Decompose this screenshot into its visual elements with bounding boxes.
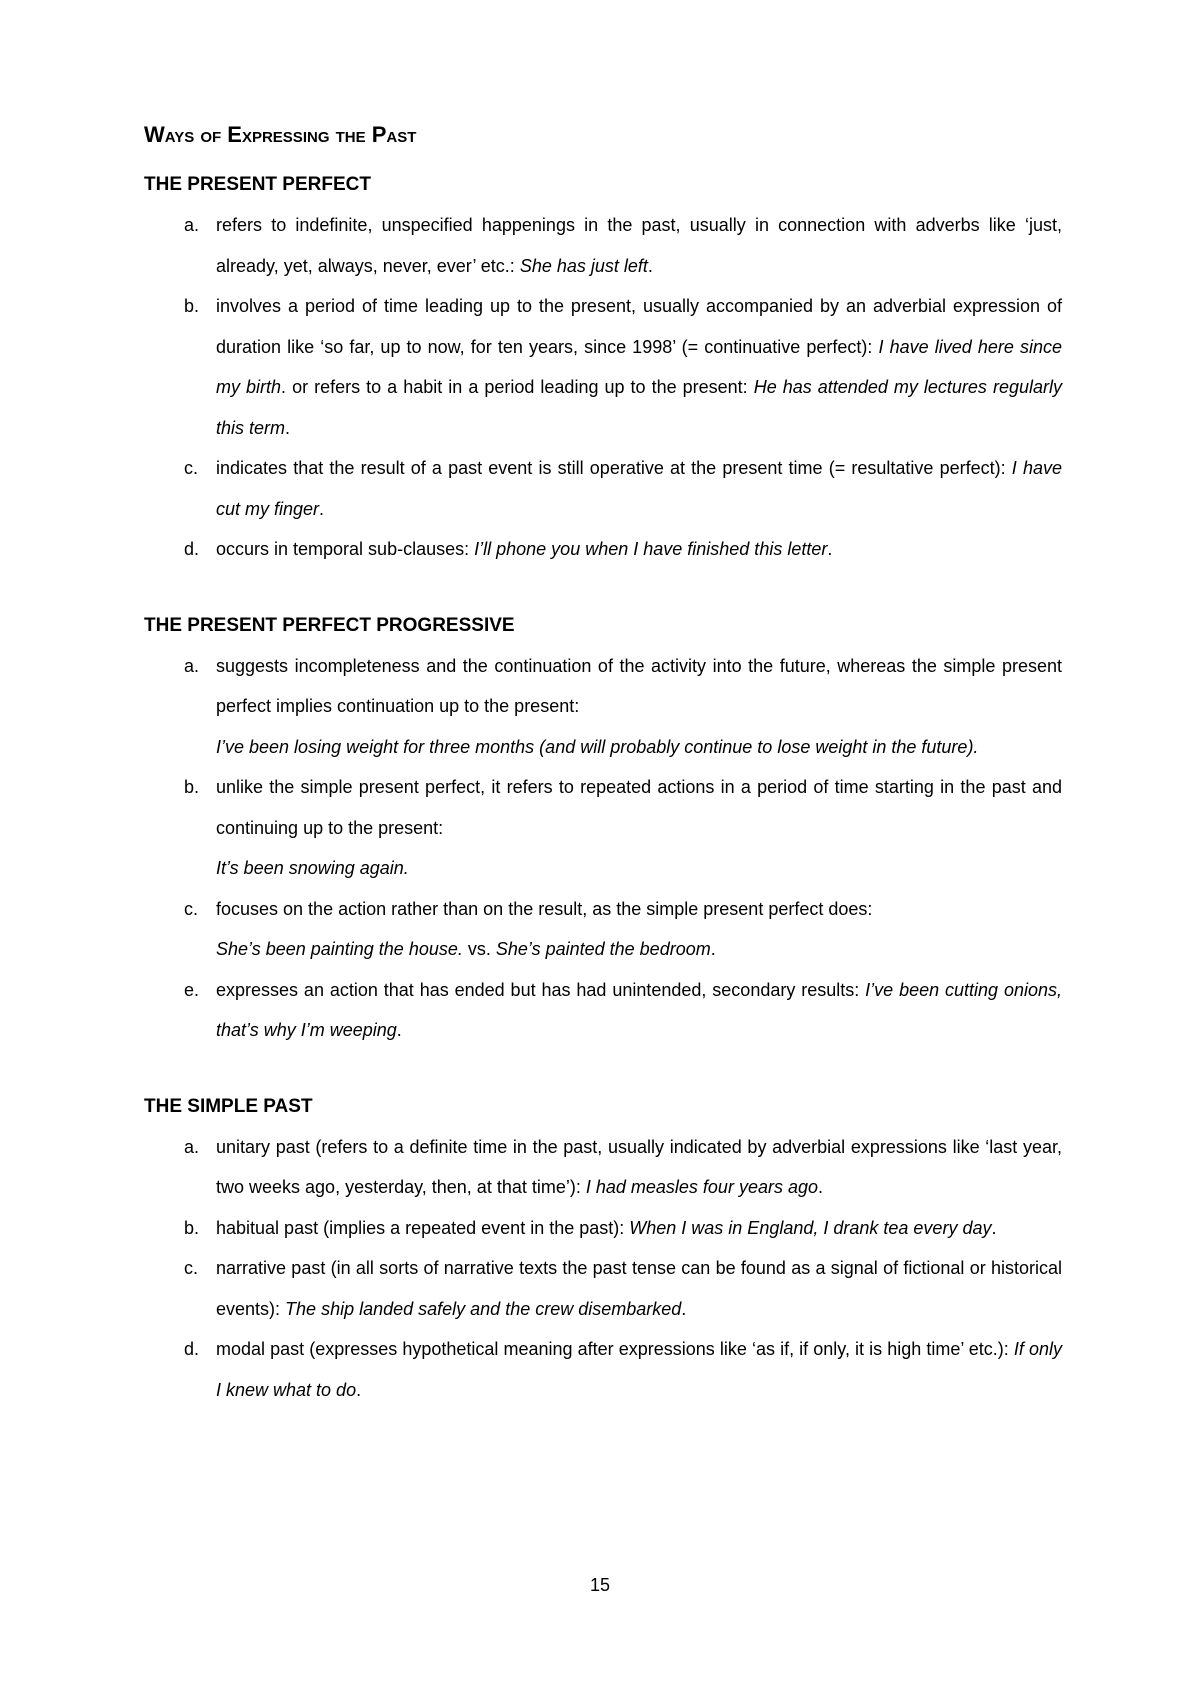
- item-marker: d.: [184, 539, 200, 559]
- item-text: modal past (expresses hypothetical meaning after expressions like ‘as if, if only, it is high time’ etc.):: [216, 1339, 1009, 1359]
- example-text: I had measles four years ago: [585, 1177, 818, 1197]
- example-text: When I was in England, I drank tea every day: [629, 1217, 992, 1238]
- page-title: Ways of Expressing the Past: [144, 122, 417, 147]
- page-number: 15: [589, 1575, 611, 1595]
- section-spacer: [144, 570, 1062, 606]
- item-text: suggests incompleteness and the continuation of the activity into the future, whereas the simple present perfect implies continuation up to the present:: [216, 655, 1062, 716]
- item-marker: c.: [184, 898, 199, 919]
- section-spacer: [144, 1051, 1062, 1087]
- item-text-continued: . or refers to a habit in a period leading up to the present:: [281, 377, 748, 397]
- item-marker: e.: [184, 979, 200, 1000]
- example-text: I have lived here since my birth: [216, 336, 1062, 397]
- list-item: [144, 1329, 1062, 1410]
- list-simple-past: [144, 1127, 1062, 1411]
- item-marker: b.: [184, 1217, 200, 1238]
- list-item: [144, 205, 1062, 286]
- example-text: She has just left: [519, 255, 648, 276]
- item-marker: d.: [184, 1339, 200, 1359]
- item-end: .: [710, 939, 716, 959]
- section-heading-present-perfect: THE PRESENT PERFECT: [144, 174, 371, 195]
- list-item: [144, 1208, 1062, 1249]
- example-text: She’s been painting the house.: [216, 939, 463, 959]
- comparison-word: vs.: [462, 939, 496, 959]
- list-item: [144, 646, 1062, 768]
- list-present-perfect-progressive: [144, 646, 1062, 1051]
- example-sentence: I’ve been losing weight for three months (and will probably continue to lose weight in the future).: [216, 736, 979, 757]
- item-text: expresses an action that has ended but has had unintended, secondary results:: [216, 979, 860, 1000]
- item-end: .: [827, 539, 833, 559]
- item-text: focuses on the action rather than on the result, as the simple present perfect does:: [216, 898, 873, 919]
- item-text: occurs in temporal sub-clauses:: [216, 539, 470, 559]
- item-marker: a.: [184, 655, 200, 676]
- item-end: .: [681, 1298, 687, 1319]
- item-end: .: [818, 1177, 824, 1197]
- example-text: If only I knew what to do: [216, 1339, 1062, 1400]
- example-text: I have cut my finger: [216, 458, 1062, 519]
- item-end: .: [396, 1020, 402, 1040]
- item-end: .: [285, 417, 291, 438]
- list-item: [144, 529, 1062, 570]
- example-text: I’ve been cutting onions, that’s why I’m weeping: [216, 979, 1062, 1040]
- section-heading-present-perfect-progressive: THE PRESENT PERFECT PROGRESSIVE: [144, 614, 515, 636]
- example-sentence: It’s been snowing again.: [216, 858, 409, 878]
- example-text: The ship landed safely and the crew disembarked: [285, 1298, 682, 1319]
- item-end: .: [647, 255, 653, 276]
- item-marker: b.: [184, 777, 200, 797]
- list-item: [144, 448, 1062, 529]
- item-marker: c.: [184, 1258, 199, 1278]
- example-text: He has attended my lectures regularly this term: [216, 377, 1062, 438]
- item-text: habitual past (implies a repeated event in the past):: [216, 1217, 625, 1238]
- item-text: narrative past (in all sorts of narrative texts the past tense can be found as a signal of fictional or historical events):: [216, 1258, 1062, 1319]
- item-end: .: [319, 498, 325, 519]
- page-content: [144, 115, 1062, 1410]
- example-text: I’ll phone you when I have finished this letter: [474, 539, 828, 559]
- list-item: [144, 889, 1062, 970]
- item-text: unlike the simple present perfect, it refers to repeated actions in a period of time starting in the past and continuing up to the present:: [216, 777, 1062, 838]
- item-end: .: [991, 1217, 997, 1238]
- list-present-perfect: [144, 205, 1062, 570]
- item-marker: b.: [184, 296, 200, 316]
- list-item: [144, 1127, 1062, 1208]
- item-text: involves a period of time leading up to the present, usually accompanied by an adverbial expression of duration like ‘so far, up to now, for ten years, since 1998’ (= continuative perfect):: [216, 296, 1062, 357]
- list-item: [144, 286, 1062, 448]
- section-heading-simple-past: THE SIMPLE PAST: [144, 1095, 313, 1117]
- example-line: [216, 929, 1062, 970]
- example-text: She’s painted the bedroom: [495, 939, 711, 959]
- list-item: [144, 970, 1062, 1051]
- item-text: unitary past (refers to a definite time in the past, usually indicated by adverbial expressions like ‘last year, two weeks ago, yesterday, then, at that time’):: [216, 1136, 1062, 1197]
- item-text: indicates that the result of a past event is still operative at the present time (= resultative perfect):: [216, 458, 1006, 478]
- list-item: [144, 767, 1062, 889]
- item-text: refers to indefinite, unspecified happenings in the past, usually in connection with adverbs like ‘just, already, yet, always, never, ever’ etc.:: [216, 215, 1062, 276]
- item-marker: a.: [184, 1136, 200, 1157]
- list-item: [144, 1248, 1062, 1329]
- item-marker: a.: [184, 215, 200, 235]
- item-marker: c.: [184, 458, 199, 478]
- item-end: .: [356, 1379, 362, 1400]
